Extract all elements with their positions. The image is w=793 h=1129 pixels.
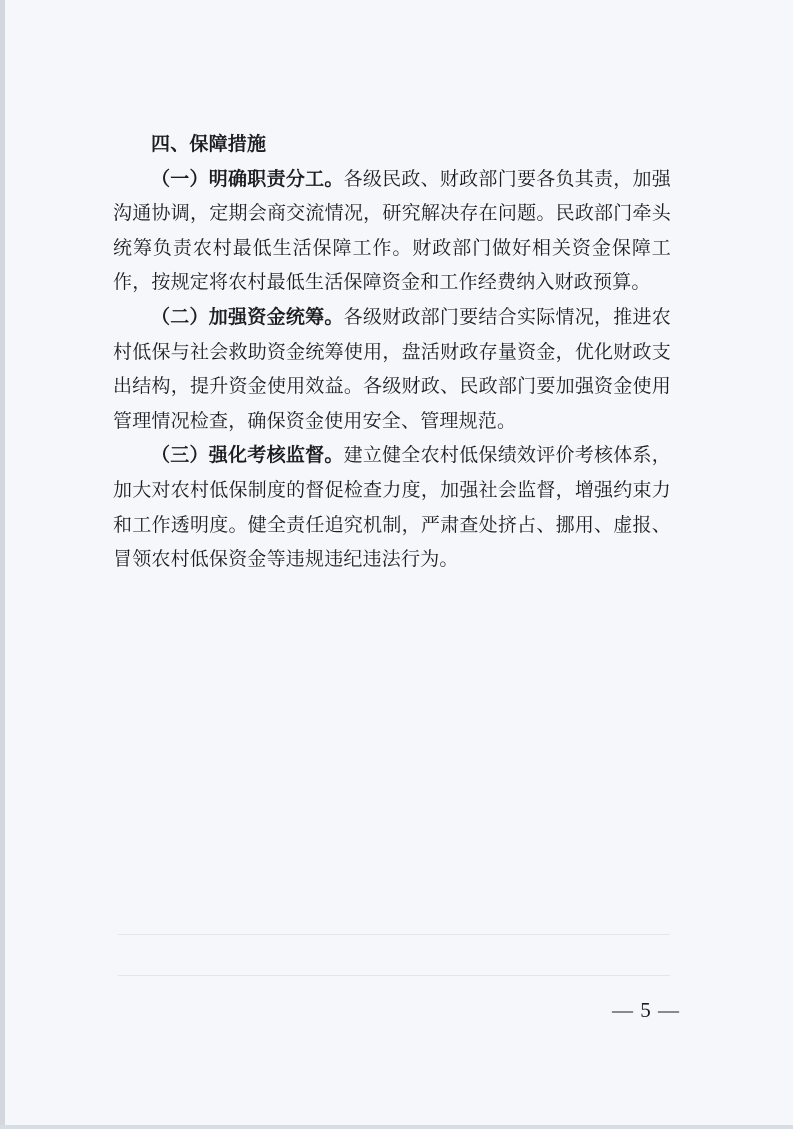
- paragraph-text: 建立健全农村低保绩效评价考核体系，加大对农村低保制度的督促检查力度，加强社会监督，增强约束力和工作透明度。健全责任追究机制，严肃查处挤占、挪用、虚报、冒领农村低保资金等违规违纪违法行为。: [113, 444, 671, 571]
- bleed-through-line: [118, 975, 670, 976]
- paragraph-text: 各级民政、财政部门要各负其责，加强沟通协调，定期会商交流情况，研究解决存在问题。民政部门牵头统筹负责农村最低生活保障工作。财政部门做好相关资金保障工作，按规定将农村最低生活保障资金和工作经费纳入财政预算。: [113, 167, 671, 294]
- paragraph-lead: （三）强化考核监督。: [151, 444, 344, 467]
- paragraph-lead: （一）明确职责分工。: [151, 167, 344, 190]
- paragraph-responsibilities: [113, 162, 671, 300]
- paragraph-supervision: [113, 438, 671, 576]
- scan-edge: [0, 0, 5, 1129]
- bleed-through-line: [118, 934, 670, 935]
- section-heading: 四、保障措施: [151, 133, 267, 155]
- paragraph-lead: （二）加强资金统筹。: [151, 305, 344, 328]
- paragraph-funding: [113, 300, 671, 438]
- document-body: [113, 127, 671, 577]
- paragraph-text: 各级财政部门要结合实际情况，推进农村低保与社会救助资金统筹使用，盘活财政存量资金，优化财政支出结构，提升资金使用效益。各级财政、民政部门要加强资金使用管理情况检查，确保资金使用安全、管理规范。: [113, 305, 671, 432]
- scan-edge-bottom: [0, 1125, 793, 1129]
- page-number: — 5 —: [612, 998, 680, 1022]
